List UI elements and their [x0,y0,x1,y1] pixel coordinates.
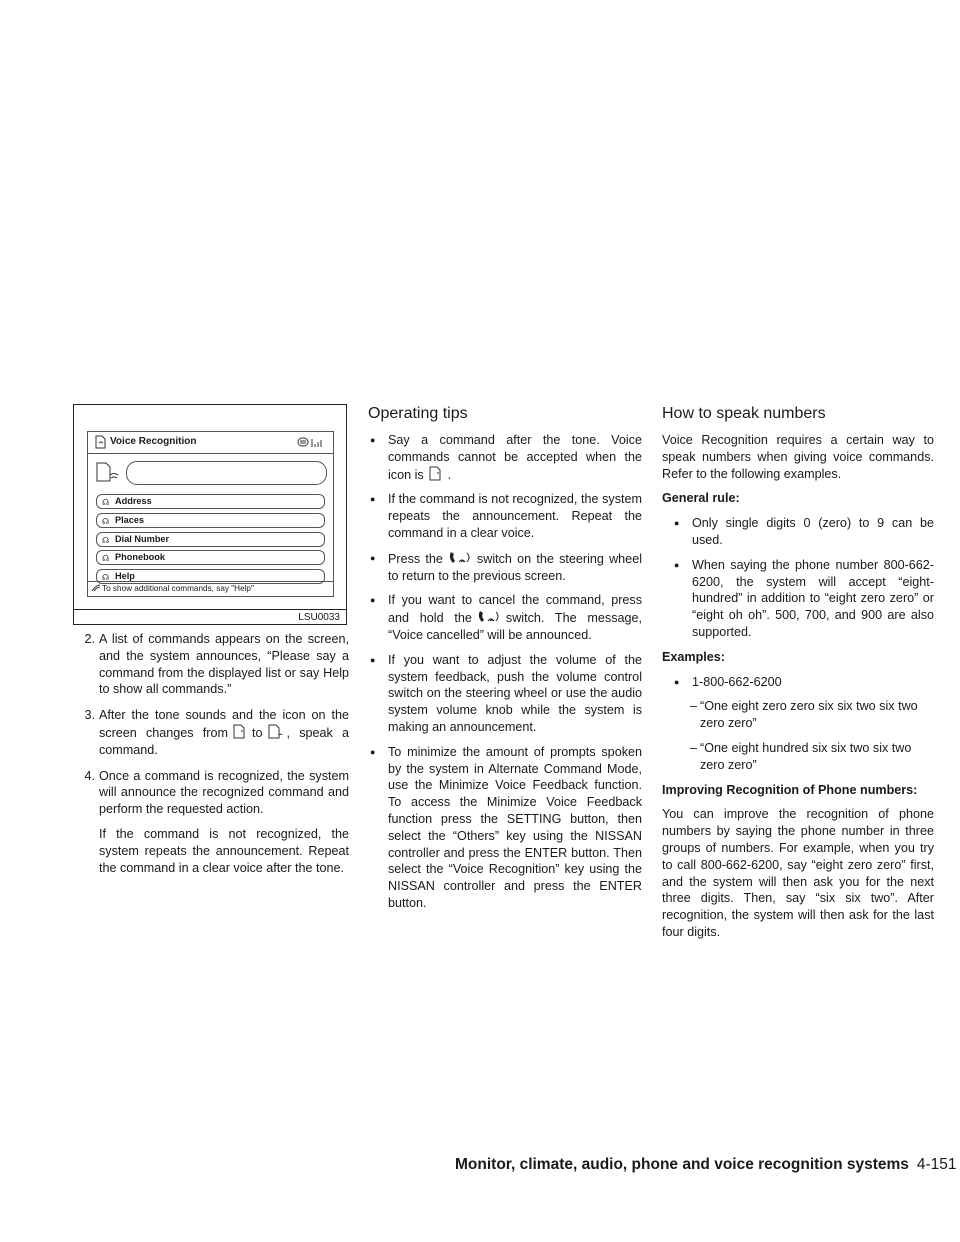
speak-icon: ☊ [102,535,110,545]
voice-recognition-icon [94,435,108,449]
tip-item: ● To minimize the amount of prompts spoken by the system in Alternate Command Mode, use the Minimize Voice Feedback function. To access the Minimize Voice Feedback function press the SETTING button, then select the “Others” key using the NISSAN controller and press the ENTER button. Then select the “Voice Recognition” key using the NISSAN controller and press the ENTER button. [368,744,642,912]
general-rule-heading: General rule: [662,491,740,506]
section-heading: How to speak numbers [662,405,826,422]
talk-switch-icon [447,550,473,565]
command-item-places[interactable]: ☊ Places [96,513,325,528]
tip-item: ● Press the switch on the steering wheel to return to the previous screen. [368,550,642,585]
step-item: 3. After the tone sounds and the icon on the screen changes from to , speak a command. [84,708,349,757]
step-item: 2. A list of commands appears on the screen, and the system announces, “Please say a command from the displayed list or say Help to show all commands.” [84,632,349,697]
tip-item: ● If you want to cancel the command, press and hold the switch. The message, “Voice cancelled” will be announced. [368,592,642,643]
voice-recognition-screen [87,431,334,597]
signal-status-icon [297,436,327,448]
footer-title: Monitor, climate, audio, phone and voice recognition systems [455,1156,909,1173]
speak-icon: ☊ [102,516,110,526]
command-item-address[interactable]: ☊ Address [96,494,325,509]
speak-icon: ☊ [102,498,110,507]
numbered-steps [73,631,349,885]
screen-title: Voice Recognition [110,436,197,447]
examples-list [662,674,934,691]
rules-list [662,515,934,641]
command-item-phonebook[interactable]: ☊ Phonebook [96,550,325,565]
hint-speak-icon [91,583,101,593]
tip-item: ● Say a command after the tone. Voice commands cannot be accepted when the icon is . [368,432,642,483]
page-number: 4-151 [916,1156,957,1173]
section-heading: Operating tips [368,405,468,422]
intro-text: Voice Recognition requires a certain way to speak numbers when giving voice commands. Refer to the following examples. [662,433,934,481]
example-dash-item: – “One eight zero zero six six two six two zero zero” [690,699,918,731]
tip-item: ● If you want to adjust the volume of the system feedback, push the volume control switch on the steering wheel or use the audio system volume knob while the system is making an announcement. [368,652,642,736]
voice-icon-listening [267,724,283,739]
speak-icon: ☊ [102,573,110,583]
figure-label: LSU0033 [74,609,346,624]
talk-switch-icon [476,609,502,624]
voice-icon-idle [428,466,444,481]
voice-recognition-figure [73,404,347,625]
tip-item: ● If the command is not recognized, the system repeats the announcement. Repeat the command in a clear voice. [368,491,642,541]
command-item-dial-number[interactable]: ☊ Dial Number [96,532,325,547]
speak-icon: ☊ [102,554,110,564]
improving-text: You can improve the recognition of phone numbers by saying the phone number in three groups of numbers. For example, when you try to call 800-662-6200, say “eight zero zero” first, and the system will then ask you for the next three digits. Then, say “six six two”. After recognition, the system will then ask for the last four digits. [662,807,934,939]
tips-list [368,432,642,912]
speak-numbers-section [662,404,934,949]
example-dash-item: – “One eight hundred six six two six two zero zero” [690,740,912,772]
page-footer [455,1156,957,1174]
hint-bar [88,581,333,596]
screen-title-bar [88,432,333,454]
examples-heading: Examples: [662,649,725,664]
command-list [96,494,325,588]
rule-item: ● When saying the phone number 800-662-6200, the system will accept “eight-hundred” in addition to “eight zero zero” or “eight oh oh”. 500, 700, and 900 are also supported. [672,557,934,641]
voice-icon-idle [232,724,248,739]
hint-text: To show additional commands, say "Help" [102,584,254,593]
command-item-help[interactable]: ☊ Help [96,569,325,584]
voice-input-row [94,461,327,485]
improving-heading: Improving Recognition of Phone numbers: [662,782,918,797]
voice-listening-icon [94,461,124,485]
rule-item: ● Only single digits 0 (zero) to 9 can be used. [672,515,934,549]
step-item: 4. Once a command is recognized, the system will announce the recognized command and perform the requested action. If the command is not recognized, the system repeats the announcement. Repeat the command in a clear voice after the tone. [84,768,349,875]
voice-input-box [126,461,327,485]
example-item: ● 1-800-662-6200 [672,674,934,691]
operating-tips-section [368,404,642,920]
